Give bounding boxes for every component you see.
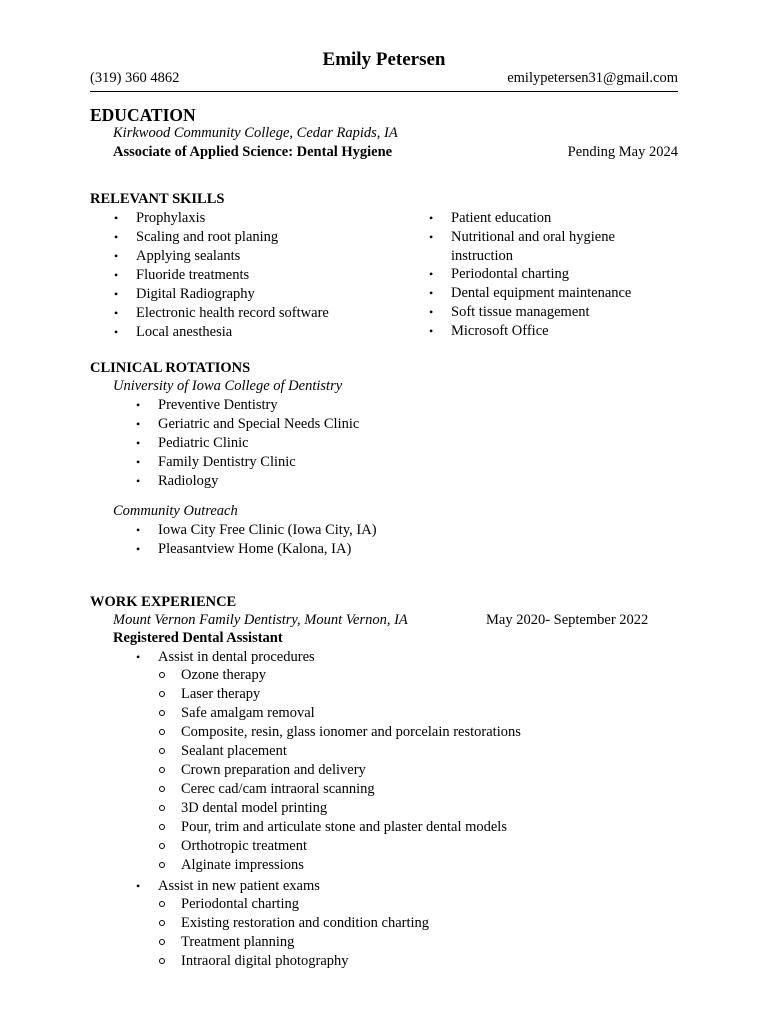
duty-subitem: Periodontal charting [181, 896, 299, 912]
bullet-icon: • [136, 398, 141, 412]
skill-item: Nutritional and oral hygiene [451, 229, 615, 245]
rotation-site: Community Outreach [113, 503, 238, 519]
email-address: emilypetersen31@gmail.com [507, 70, 678, 86]
skill-item: Prophylaxis [136, 210, 206, 226]
bullet-icon: • [136, 879, 141, 893]
bullet-icon: • [114, 230, 119, 244]
skill-item: Dental equipment maintenance [451, 285, 632, 301]
circle-bullet-icon [159, 710, 165, 716]
bullet-icon: • [136, 474, 141, 488]
duty-subitem: Sealant placement [181, 743, 287, 759]
rotation-item: Pediatric Clinic [158, 435, 249, 451]
duty-subitem: Orthotropic treatment [181, 838, 308, 854]
bullet-icon: • [114, 249, 119, 263]
bullet-icon: • [429, 286, 434, 300]
work-employer: Mount Vernon Family Dentistry, Mount Vernon, IA [113, 612, 408, 628]
circle-bullet-icon [159, 691, 165, 697]
circle-bullet-icon [159, 901, 165, 907]
duty-subitem: Intraoral digital photography [181, 953, 349, 969]
work-dates: May 2020- September 2022 [486, 612, 649, 628]
phone-number: (319) 360 4862 [90, 70, 180, 86]
education-date: Pending May 2024 [567, 144, 678, 160]
bullet-icon: • [136, 455, 141, 469]
skill-item: Applying sealants [136, 248, 241, 264]
work-duty: Assist in dental procedures [158, 649, 315, 665]
skill-item-continuation: instruction [451, 248, 514, 264]
education-heading: EDUCATION [90, 105, 196, 125]
bullet-icon: • [429, 211, 434, 225]
bullet-icon: • [136, 436, 141, 450]
duty-subitem: Pour, trim and articulate stone and plaster dental models [181, 819, 507, 835]
rotation-item: Radiology [158, 473, 219, 489]
circle-bullet-icon [159, 786, 165, 792]
work-heading: WORK EXPERIENCE [90, 594, 237, 610]
circle-bullet-icon [159, 920, 165, 926]
bullet-icon: • [136, 417, 141, 431]
circle-bullet-icon [159, 672, 165, 678]
circle-bullet-icon [159, 843, 165, 849]
duty-subitem: Crown preparation and delivery [181, 762, 366, 778]
rotations-heading: CLINICAL ROTATIONS [90, 360, 251, 376]
duty-subitem: Laser therapy [181, 686, 261, 702]
circle-bullet-icon [159, 939, 165, 945]
bullet-icon: • [429, 305, 434, 319]
work-title: Registered Dental Assistant [113, 630, 283, 646]
duty-subitem: Alginate impressions [181, 857, 304, 873]
duty-subitem: Safe amalgam removal [181, 705, 315, 721]
duty-subitem: Treatment planning [181, 934, 295, 950]
skill-item: Microsoft Office [451, 323, 549, 339]
rotation-item: Preventive Dentistry [158, 397, 278, 413]
skill-item: Local anesthesia [136, 324, 233, 340]
rotation-site: University of Iowa College of Dentistry [113, 378, 343, 394]
circle-bullet-icon [159, 729, 165, 735]
bullet-icon: • [136, 542, 141, 556]
header-divider [90, 91, 678, 92]
circle-bullet-icon [159, 805, 165, 811]
bullet-icon: • [114, 325, 119, 339]
bullet-icon: • [114, 268, 119, 282]
bullet-icon: • [136, 650, 141, 664]
resume-name: Emily Petersen [322, 49, 446, 70]
duty-subitem: Composite, resin, glass ionomer and porcelain restorations [181, 724, 521, 740]
skill-item: Scaling and root planing [136, 229, 279, 245]
skill-item: Digital Radiography [136, 286, 255, 302]
duty-subitem: Cerec cad/cam intraoral scanning [181, 781, 375, 797]
skill-item: Periodontal charting [451, 266, 569, 282]
skill-item: Soft tissue management [451, 304, 590, 320]
circle-bullet-icon [159, 824, 165, 830]
skill-item: Electronic health record software [136, 305, 329, 321]
rotation-item: Iowa City Free Clinic (Iowa City, IA) [158, 522, 377, 538]
circle-bullet-icon [159, 862, 165, 868]
circle-bullet-icon [159, 767, 165, 773]
education-degree: Associate of Applied Science: Dental Hygiene [113, 144, 393, 160]
bullet-icon: • [429, 324, 434, 338]
rotation-item: Family Dentistry Clinic [158, 454, 296, 470]
skills-heading: RELEVANT SKILLS [90, 191, 225, 207]
circle-bullet-icon [159, 958, 165, 964]
duty-subitem: Existing restoration and condition charting [181, 915, 430, 931]
bullet-icon: • [429, 230, 434, 244]
bullet-icon: • [114, 211, 119, 225]
work-duty: Assist in new patient exams [158, 878, 320, 894]
duty-subitem: 3D dental model printing [181, 800, 328, 816]
duty-subitem: Ozone therapy [181, 667, 266, 683]
skill-item: Patient education [451, 210, 552, 226]
bullet-icon: • [136, 523, 141, 537]
education-school: Kirkwood Community College, Cedar Rapids, IA [113, 125, 398, 141]
rotation-item: Geriatric and Special Needs Clinic [158, 416, 360, 432]
rotation-item: Pleasantview Home (Kalona, IA) [158, 541, 352, 557]
bullet-icon: • [114, 287, 119, 301]
skill-item: Fluoride treatments [136, 267, 250, 283]
bullet-icon: • [429, 267, 434, 281]
circle-bullet-icon [159, 748, 165, 754]
bullet-icon: • [114, 306, 119, 320]
